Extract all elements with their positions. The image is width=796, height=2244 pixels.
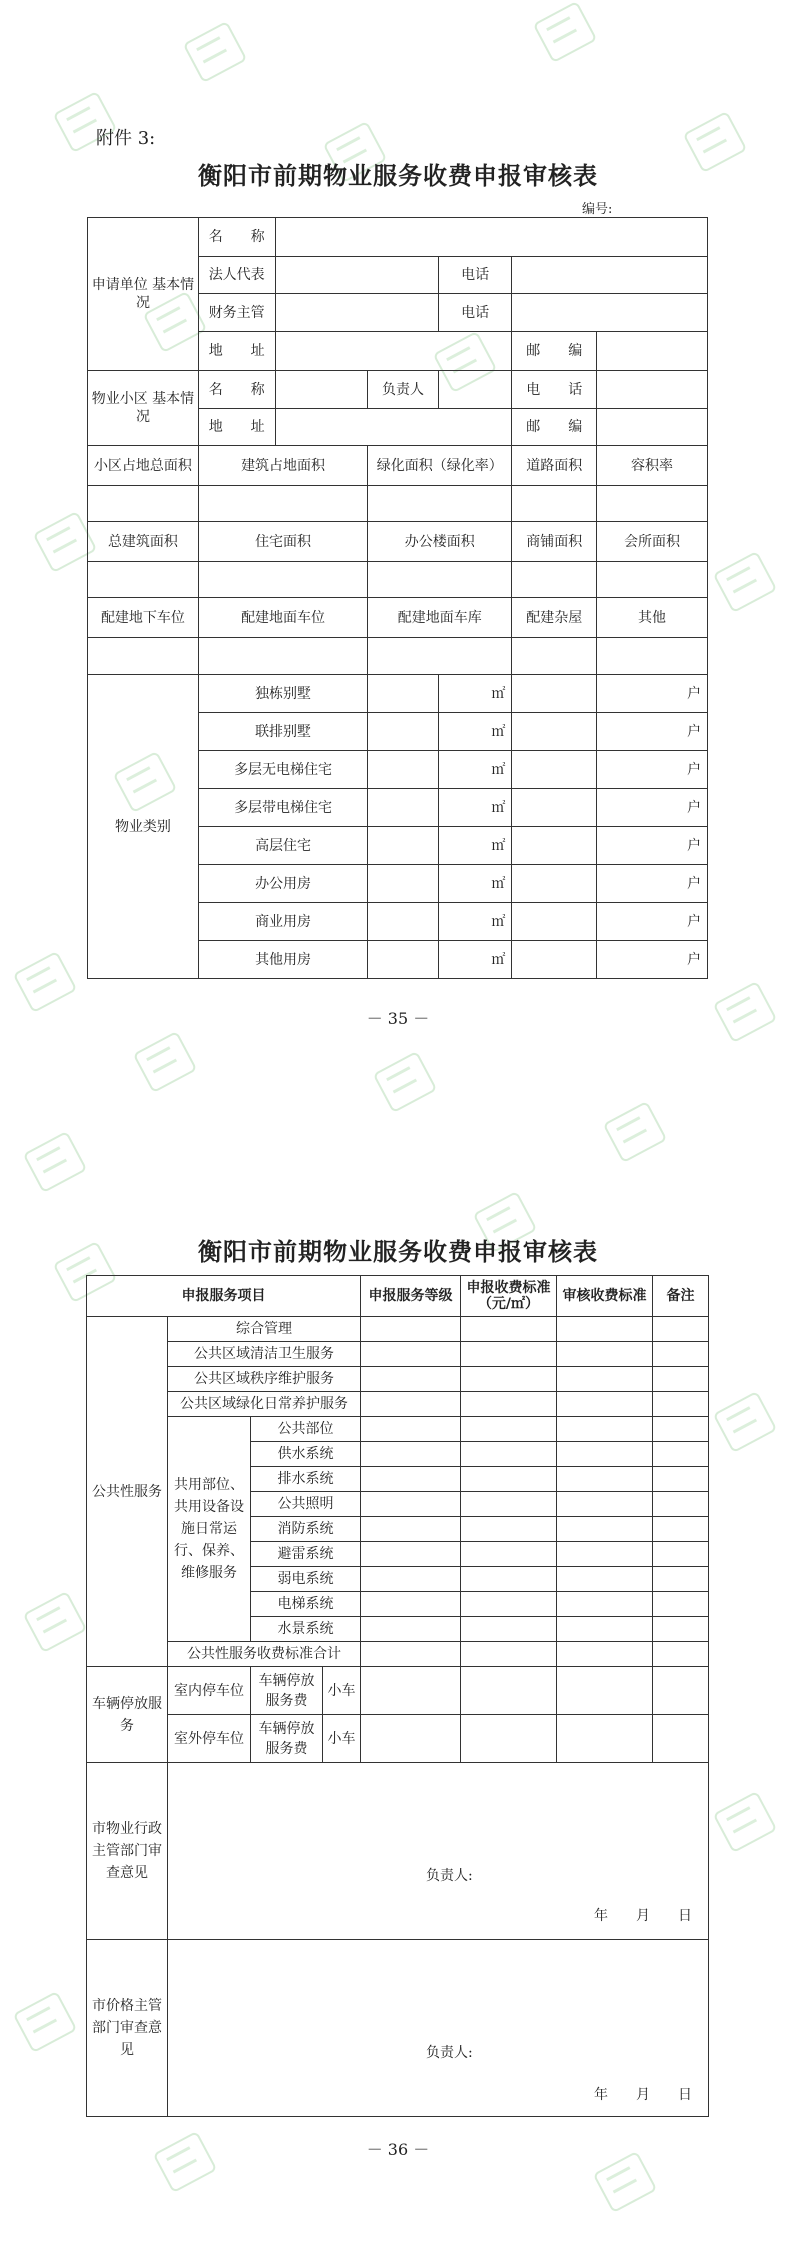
facility-item: 避雷系统 bbox=[251, 1542, 361, 1567]
header-total-land-area: 小区占地总面积 bbox=[88, 446, 199, 486]
property-households-field[interactable] bbox=[512, 941, 597, 979]
property-area-field[interactable] bbox=[368, 827, 439, 865]
public-service-total: 公共性服务收费标准合计 bbox=[168, 1642, 361, 1667]
level-field[interactable] bbox=[361, 1592, 461, 1617]
fee-field[interactable] bbox=[461, 1492, 557, 1517]
remark-field[interactable] bbox=[653, 1417, 709, 1442]
watermark-stamp bbox=[713, 1391, 778, 1453]
facility-item: 消防系统 bbox=[251, 1517, 361, 1542]
property-type-item: 办公用房 bbox=[198, 865, 367, 903]
facility-item: 排水系统 bbox=[251, 1467, 361, 1492]
level-field[interactable] bbox=[361, 1392, 461, 1417]
level-field[interactable] bbox=[361, 1442, 461, 1467]
price-dept-review-label: 市价格主管部门审查意见 bbox=[87, 1940, 168, 2117]
remark-field[interactable] bbox=[653, 1592, 709, 1617]
fee-field[interactable] bbox=[461, 1442, 557, 1467]
property-area-field[interactable] bbox=[368, 903, 439, 941]
service-item: 公共区域绿化日常养护服务 bbox=[168, 1392, 361, 1417]
value-residential-area[interactable] bbox=[198, 562, 367, 598]
community-postcode-label: 邮 编 bbox=[512, 409, 597, 446]
value-green-area[interactable] bbox=[368, 486, 512, 522]
level-field[interactable] bbox=[361, 1492, 461, 1517]
household-unit: 户 bbox=[597, 675, 708, 713]
level-field[interactable] bbox=[361, 1367, 461, 1392]
community-manager-field[interactable] bbox=[438, 371, 512, 409]
property-type-item: 多层无电梯住宅 bbox=[198, 751, 367, 789]
community-address-field[interactable] bbox=[275, 409, 512, 446]
header-service-level: 申报服务等级 bbox=[361, 1276, 461, 1317]
community-name-label: 名 称 bbox=[198, 371, 275, 409]
finance-phone-field[interactable] bbox=[512, 294, 708, 332]
review-field[interactable] bbox=[557, 1367, 653, 1392]
property-area-field[interactable] bbox=[368, 675, 439, 713]
property-area-field[interactable] bbox=[368, 865, 439, 903]
facility-item: 供水系统 bbox=[251, 1442, 361, 1467]
property-households-field[interactable] bbox=[512, 751, 597, 789]
value-underground-parking[interactable] bbox=[88, 638, 199, 675]
service-item: 综合管理 bbox=[168, 1317, 361, 1342]
remark-field[interactable] bbox=[653, 1492, 709, 1517]
remark-field[interactable] bbox=[653, 1367, 709, 1392]
property-type-item: 商业用房 bbox=[198, 903, 367, 941]
fee-field[interactable] bbox=[461, 1592, 557, 1617]
value-other[interactable] bbox=[597, 638, 708, 675]
review-field[interactable] bbox=[557, 1567, 653, 1592]
attachment-label: 附件 3: bbox=[96, 128, 156, 149]
parking-service-label: 车辆停放服务 bbox=[87, 1667, 168, 1763]
legal-rep-phone-field[interactable] bbox=[512, 257, 708, 294]
review-field[interactable] bbox=[557, 1392, 653, 1417]
value-ground-garage[interactable] bbox=[368, 638, 512, 675]
applicant-address-label: 地 址 bbox=[198, 332, 275, 371]
household-unit: 户 bbox=[597, 941, 708, 979]
applicant-name-field[interactable] bbox=[275, 218, 708, 257]
area-unit: ㎡ bbox=[438, 941, 512, 979]
community-phone-field[interactable] bbox=[597, 371, 708, 409]
housing-dept-person-label: 负责人: bbox=[426, 1868, 473, 1884]
level-field[interactable] bbox=[361, 1342, 461, 1367]
remark-field[interactable] bbox=[653, 1667, 709, 1715]
header-building-land-area: 建筑占地面积 bbox=[198, 446, 367, 486]
value-clubhouse-area[interactable] bbox=[597, 562, 708, 598]
value-building-land-area[interactable] bbox=[198, 486, 367, 522]
review-field[interactable] bbox=[557, 1517, 653, 1542]
header-total-floor-area: 总建筑面积 bbox=[88, 522, 199, 562]
page-title: 衡阳市前期物业服务收费申报审核表 bbox=[198, 161, 598, 190]
property-area-field[interactable] bbox=[368, 789, 439, 827]
remark-field[interactable] bbox=[653, 1342, 709, 1367]
form-table-1 bbox=[87, 217, 708, 979]
property-households-field[interactable] bbox=[512, 789, 597, 827]
remark-field[interactable] bbox=[653, 1517, 709, 1542]
property-area-field[interactable] bbox=[368, 713, 439, 751]
fee-field[interactable] bbox=[461, 1642, 557, 1667]
remark-field[interactable] bbox=[653, 1567, 709, 1592]
area-unit: ㎡ bbox=[438, 827, 512, 865]
header-remark: 备注 bbox=[653, 1276, 709, 1317]
public-service-label: 公共性服务 bbox=[87, 1317, 168, 1667]
service-item: 公共区域清洁卫生服务 bbox=[168, 1342, 361, 1367]
community-section-label: 物业小区 基本情况 bbox=[88, 371, 199, 446]
parking-fee-label: 车辆停放服务费 bbox=[251, 1715, 323, 1763]
review-field[interactable] bbox=[557, 1715, 653, 1763]
applicant-section-label: 申请单位 基本情况 bbox=[88, 218, 199, 371]
header-fee-standard-line2: （元/㎡） bbox=[477, 1296, 540, 1312]
property-type-item: 高层住宅 bbox=[198, 827, 367, 865]
community-name-field[interactable] bbox=[275, 371, 368, 409]
facility-item: 电梯系统 bbox=[251, 1592, 361, 1617]
indoor-parking-label: 室内停车位 bbox=[168, 1667, 251, 1715]
fee-field[interactable] bbox=[461, 1417, 557, 1442]
household-unit: 户 bbox=[597, 713, 708, 751]
watermark-stamp bbox=[373, 1051, 438, 1113]
level-field[interactable] bbox=[361, 1542, 461, 1567]
property-type-item: 其他用房 bbox=[198, 941, 367, 979]
fee-field[interactable] bbox=[461, 1342, 557, 1367]
legal-rep-field[interactable] bbox=[275, 257, 438, 294]
header-storage-rooms: 配建杂屋 bbox=[512, 598, 597, 638]
community-address-label: 地 址 bbox=[198, 409, 275, 446]
remark-field[interactable] bbox=[653, 1715, 709, 1763]
value-ground-parking[interactable] bbox=[198, 638, 367, 675]
header-fee-standard-line1: 申报收费标准 bbox=[466, 1280, 551, 1296]
fee-field[interactable] bbox=[461, 1392, 557, 1417]
watermark-stamp bbox=[603, 1101, 668, 1163]
car-label: 小车 bbox=[323, 1715, 361, 1763]
level-field[interactable] bbox=[361, 1617, 461, 1642]
value-total-land-area[interactable] bbox=[88, 486, 199, 522]
housing-dept-review-field[interactable] bbox=[168, 1763, 709, 1940]
household-unit: 户 bbox=[597, 865, 708, 903]
header-other: 其他 bbox=[597, 598, 708, 638]
finance-phone-label: 电话 bbox=[438, 294, 512, 332]
fee-field[interactable] bbox=[461, 1567, 557, 1592]
household-unit: 户 bbox=[597, 903, 708, 941]
applicant-address-field[interactable] bbox=[275, 332, 512, 371]
property-households-field[interactable] bbox=[512, 903, 597, 941]
review-field[interactable] bbox=[557, 1617, 653, 1642]
household-unit: 户 bbox=[597, 789, 708, 827]
car-label: 小车 bbox=[323, 1667, 361, 1715]
value-road-area[interactable] bbox=[512, 486, 597, 522]
level-field[interactable] bbox=[361, 1715, 461, 1763]
area-unit: ㎡ bbox=[438, 903, 512, 941]
fee-field[interactable] bbox=[461, 1617, 557, 1642]
watermark-stamp bbox=[713, 1791, 778, 1853]
housing-dept-review-label: 市物业行政主管部门审查意见 bbox=[87, 1763, 168, 1940]
remark-field[interactable] bbox=[653, 1467, 709, 1492]
facility-item: 公共照明 bbox=[251, 1492, 361, 1517]
value-plot-ratio[interactable] bbox=[597, 486, 708, 522]
header-underground-parking: 配建地下车位 bbox=[88, 598, 199, 638]
header-road-area: 道路面积 bbox=[512, 446, 597, 486]
area-unit: ㎡ bbox=[438, 789, 512, 827]
watermark-stamp bbox=[533, 1, 598, 63]
finance-label: 财务主管 bbox=[198, 294, 275, 332]
header-fee-standard bbox=[461, 1276, 557, 1317]
fee-field[interactable] bbox=[461, 1542, 557, 1567]
legal-rep-label: 法人代表 bbox=[198, 257, 275, 294]
remark-field[interactable] bbox=[653, 1617, 709, 1642]
watermark-stamp bbox=[183, 21, 248, 83]
property-households-field[interactable] bbox=[512, 827, 597, 865]
review-field[interactable] bbox=[557, 1342, 653, 1367]
remark-field[interactable] bbox=[653, 1392, 709, 1417]
facility-item: 弱电系统 bbox=[251, 1567, 361, 1592]
page-number: － 35 － bbox=[366, 1009, 430, 1028]
page-number-2: － 36 － bbox=[366, 2140, 430, 2159]
remark-field[interactable] bbox=[653, 1442, 709, 1467]
level-field[interactable] bbox=[361, 1317, 461, 1342]
property-area-field[interactable] bbox=[368, 941, 439, 979]
remark-field[interactable] bbox=[653, 1642, 709, 1667]
review-field[interactable] bbox=[557, 1667, 653, 1715]
header-clubhouse-area: 会所面积 bbox=[597, 522, 708, 562]
watermark-stamp bbox=[13, 951, 78, 1013]
value-storage-rooms[interactable] bbox=[512, 638, 597, 675]
value-shop-area[interactable] bbox=[512, 562, 597, 598]
price-dept-review-field[interactable] bbox=[168, 1940, 709, 2117]
fee-field[interactable] bbox=[461, 1467, 557, 1492]
review-field[interactable] bbox=[557, 1592, 653, 1617]
level-field[interactable] bbox=[361, 1567, 461, 1592]
header-shop-area: 商铺面积 bbox=[512, 522, 597, 562]
legal-rep-phone-label: 电话 bbox=[438, 257, 512, 294]
form-table-2 bbox=[86, 1275, 709, 2117]
header-plot-ratio: 容积率 bbox=[597, 446, 708, 486]
watermark-stamp bbox=[23, 1131, 88, 1193]
fee-field[interactable] bbox=[461, 1317, 557, 1342]
housing-dept-year: 年 bbox=[594, 1908, 608, 1924]
remark-field[interactable] bbox=[653, 1542, 709, 1567]
price-dept-person-label: 负责人: bbox=[426, 2045, 473, 2061]
community-postcode-field[interactable] bbox=[597, 409, 708, 446]
household-unit: 户 bbox=[597, 827, 708, 865]
area-unit: ㎡ bbox=[438, 675, 512, 713]
applicant-postcode-field[interactable] bbox=[597, 332, 708, 371]
remark-field[interactable] bbox=[653, 1317, 709, 1342]
review-field[interactable] bbox=[557, 1642, 653, 1667]
property-area-field[interactable] bbox=[368, 751, 439, 789]
level-field[interactable] bbox=[361, 1642, 461, 1667]
area-unit: ㎡ bbox=[438, 713, 512, 751]
community-manager-label: 负责人 bbox=[368, 371, 439, 409]
page-title-2: 衡阳市前期物业服务收费申报审核表 bbox=[198, 1237, 598, 1266]
review-field[interactable] bbox=[557, 1467, 653, 1492]
watermark-stamp bbox=[23, 1591, 88, 1653]
level-field[interactable] bbox=[361, 1517, 461, 1542]
level-field[interactable] bbox=[361, 1417, 461, 1442]
price-dept-day: 日 bbox=[678, 2087, 692, 2103]
watermark-stamp bbox=[133, 1031, 198, 1093]
housing-dept-month: 月 bbox=[636, 1908, 650, 1924]
facility-maintenance-label: 共用部位、共用设备设施日常运行、保养、维修服务 bbox=[168, 1417, 251, 1642]
area-unit: ㎡ bbox=[438, 865, 512, 903]
header-office-area: 办公楼面积 bbox=[368, 522, 512, 562]
watermark-stamp bbox=[593, 2151, 658, 2213]
housing-dept-day: 日 bbox=[678, 1908, 692, 1924]
service-item: 公共区域秩序维护服务 bbox=[168, 1367, 361, 1392]
header-service-item: 申报服务项目 bbox=[87, 1276, 361, 1317]
header-review-standard: 审核收费标准 bbox=[557, 1276, 653, 1317]
review-field[interactable] bbox=[557, 1542, 653, 1567]
number-label: 编号: bbox=[582, 202, 613, 217]
parking-fee-label: 车辆停放服务费 bbox=[251, 1667, 323, 1715]
header-green-area: 绿化面积（绿化率） bbox=[368, 446, 512, 486]
property-households-field[interactable] bbox=[512, 865, 597, 903]
watermark-stamp bbox=[13, 1991, 78, 2053]
fee-field[interactable] bbox=[461, 1517, 557, 1542]
fee-field[interactable] bbox=[461, 1367, 557, 1392]
price-dept-year: 年 bbox=[594, 2087, 608, 2103]
facility-item: 水景系统 bbox=[251, 1617, 361, 1642]
property-households-field[interactable] bbox=[512, 713, 597, 751]
price-dept-month: 月 bbox=[636, 2087, 650, 2103]
fee-field[interactable] bbox=[461, 1715, 557, 1763]
area-unit: ㎡ bbox=[438, 751, 512, 789]
review-field[interactable] bbox=[557, 1442, 653, 1467]
finance-field[interactable] bbox=[275, 294, 438, 332]
fee-field[interactable] bbox=[461, 1667, 557, 1715]
review-field[interactable] bbox=[557, 1492, 653, 1517]
property-type-label: 物业类别 bbox=[88, 675, 199, 979]
header-ground-parking: 配建地面车位 bbox=[198, 598, 367, 638]
value-total-floor-area[interactable] bbox=[88, 562, 199, 598]
level-field[interactable] bbox=[361, 1467, 461, 1492]
header-residential-area: 住宅面积 bbox=[198, 522, 367, 562]
facility-item: 公共部位 bbox=[251, 1417, 361, 1442]
level-field[interactable] bbox=[361, 1667, 461, 1715]
header-ground-garage: 配建地面车库 bbox=[368, 598, 512, 638]
community-phone-label: 电 话 bbox=[512, 371, 597, 409]
applicant-name-label: 名 称 bbox=[198, 218, 275, 257]
watermark-stamp bbox=[713, 551, 778, 613]
property-type-item: 多层带电梯住宅 bbox=[198, 789, 367, 827]
value-office-area[interactable] bbox=[368, 562, 512, 598]
property-type-item: 独栋别墅 bbox=[198, 675, 367, 713]
household-unit: 户 bbox=[597, 751, 708, 789]
review-field[interactable] bbox=[557, 1317, 653, 1342]
review-field[interactable] bbox=[557, 1417, 653, 1442]
property-type-item: 联排别墅 bbox=[198, 713, 367, 751]
property-households-field[interactable] bbox=[512, 675, 597, 713]
applicant-postcode-label: 邮 编 bbox=[512, 332, 597, 371]
outdoor-parking-label: 室外停车位 bbox=[168, 1715, 251, 1763]
